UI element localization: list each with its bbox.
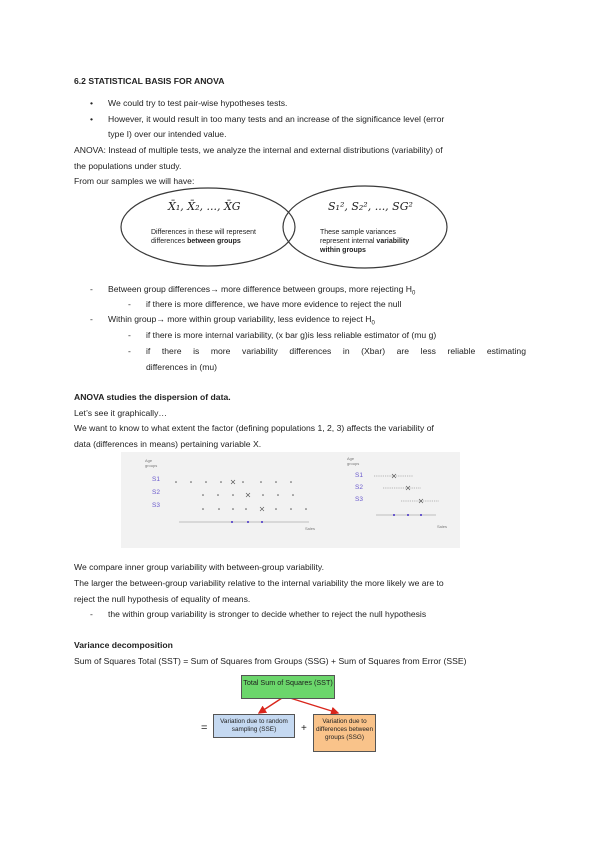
bullet-item: • We could try to test pair-wise hypotheses tests. [108,98,287,108]
compare-line: reject the null hypothesis of equality of means. [74,594,251,604]
dispersion-heading: ANOVA studies the dispersion of data. [74,392,231,402]
ssg-box: Variation due to differences between groups (SSG) [313,714,376,752]
dispersion-line: We want to know to what extent the factor (defining populations 1, 2, 3) affects the variability of [74,423,434,433]
group-variances-formula: S₁², S₂², ..., SG² [328,200,413,213]
sse-box: Variation due to random sampling (SSE) [213,714,295,738]
right-x-axis-label: Sales [437,524,448,529]
within-group-detail: - if there is more internal variability, (x bar g)is less reliable estimator of (mu g) [146,330,436,340]
compare-line: We compare inner group variability with between-group variability. [74,562,324,572]
left-oval-caption: Differences in these will represent differences between groups [151,229,256,245]
anova-paragraph-line: ANOVA: Instead of multiple tests, we analyze the internal and external distributions (variability) of [74,145,443,155]
compare-dash-item: - the within group variability is stronger to decide whether to reject the null hypothesis [108,609,426,619]
variance-equation: Sum of Squares Total (SST) = Sum of Squares from Groups (SSG) + Sum of Squares from Error (SSE) [74,656,467,666]
dispersion-line: data (differences in means) pertaining variable X. [74,439,262,449]
left-x-axis-label: Sales [305,526,316,531]
right-oval-caption: These sample variances represent internal variability within groups [320,229,410,254]
within-group-detail: - if there is more variability differences in (Xbar) are less reliable estimating [146,346,526,356]
bullet-item: • However, it would result in too many tests and an increase of the significance level (error [108,114,444,124]
right-y-axis-label: Age groups [347,456,360,466]
group-means-formula: X̄₁, X̄₂, ..., X̄G [168,200,241,213]
between-group-item: - Between group differences→ more difference between groups, more rejecting $H_0$ [108,284,415,297]
left-group-label: S1 [152,476,160,483]
plus-sign: + [301,723,307,734]
left-group-label: S3 [152,502,160,509]
right-group-label: S2 [355,484,363,491]
right-group-label: S1 [355,472,363,479]
equals-sign: = [201,722,208,734]
bullet-item-continuation: type I) over our intended value. [108,129,227,139]
variance-heading: Variance decomposition [74,640,173,650]
within-group-detail-continuation: differences in (mu) [146,362,218,372]
between-group-detail: - if there is more difference, we have more evidence to reject the null [146,299,401,309]
anova-paragraph-line: the populations under study. [74,161,182,171]
within-group-item: - Within group→ more within group variability, less evidence to reject $H_0$ [108,314,375,327]
left-y-axis-label: Age groups [145,458,158,468]
section-title: 6.2 STATISTICAL BASIS FOR ANOVA [74,76,225,86]
compare-line: The larger the between-group variability relative to the internal variability the more likely we are to [74,578,444,588]
dispersion-line: Let’s see it graphically… [74,408,167,418]
right-group-label: S3 [355,496,363,503]
anova-paragraph-line: From our samples we will have: [74,176,195,186]
sst-box: Total Sum of Squares (SST) [241,675,335,699]
left-group-label: S2 [152,489,160,496]
